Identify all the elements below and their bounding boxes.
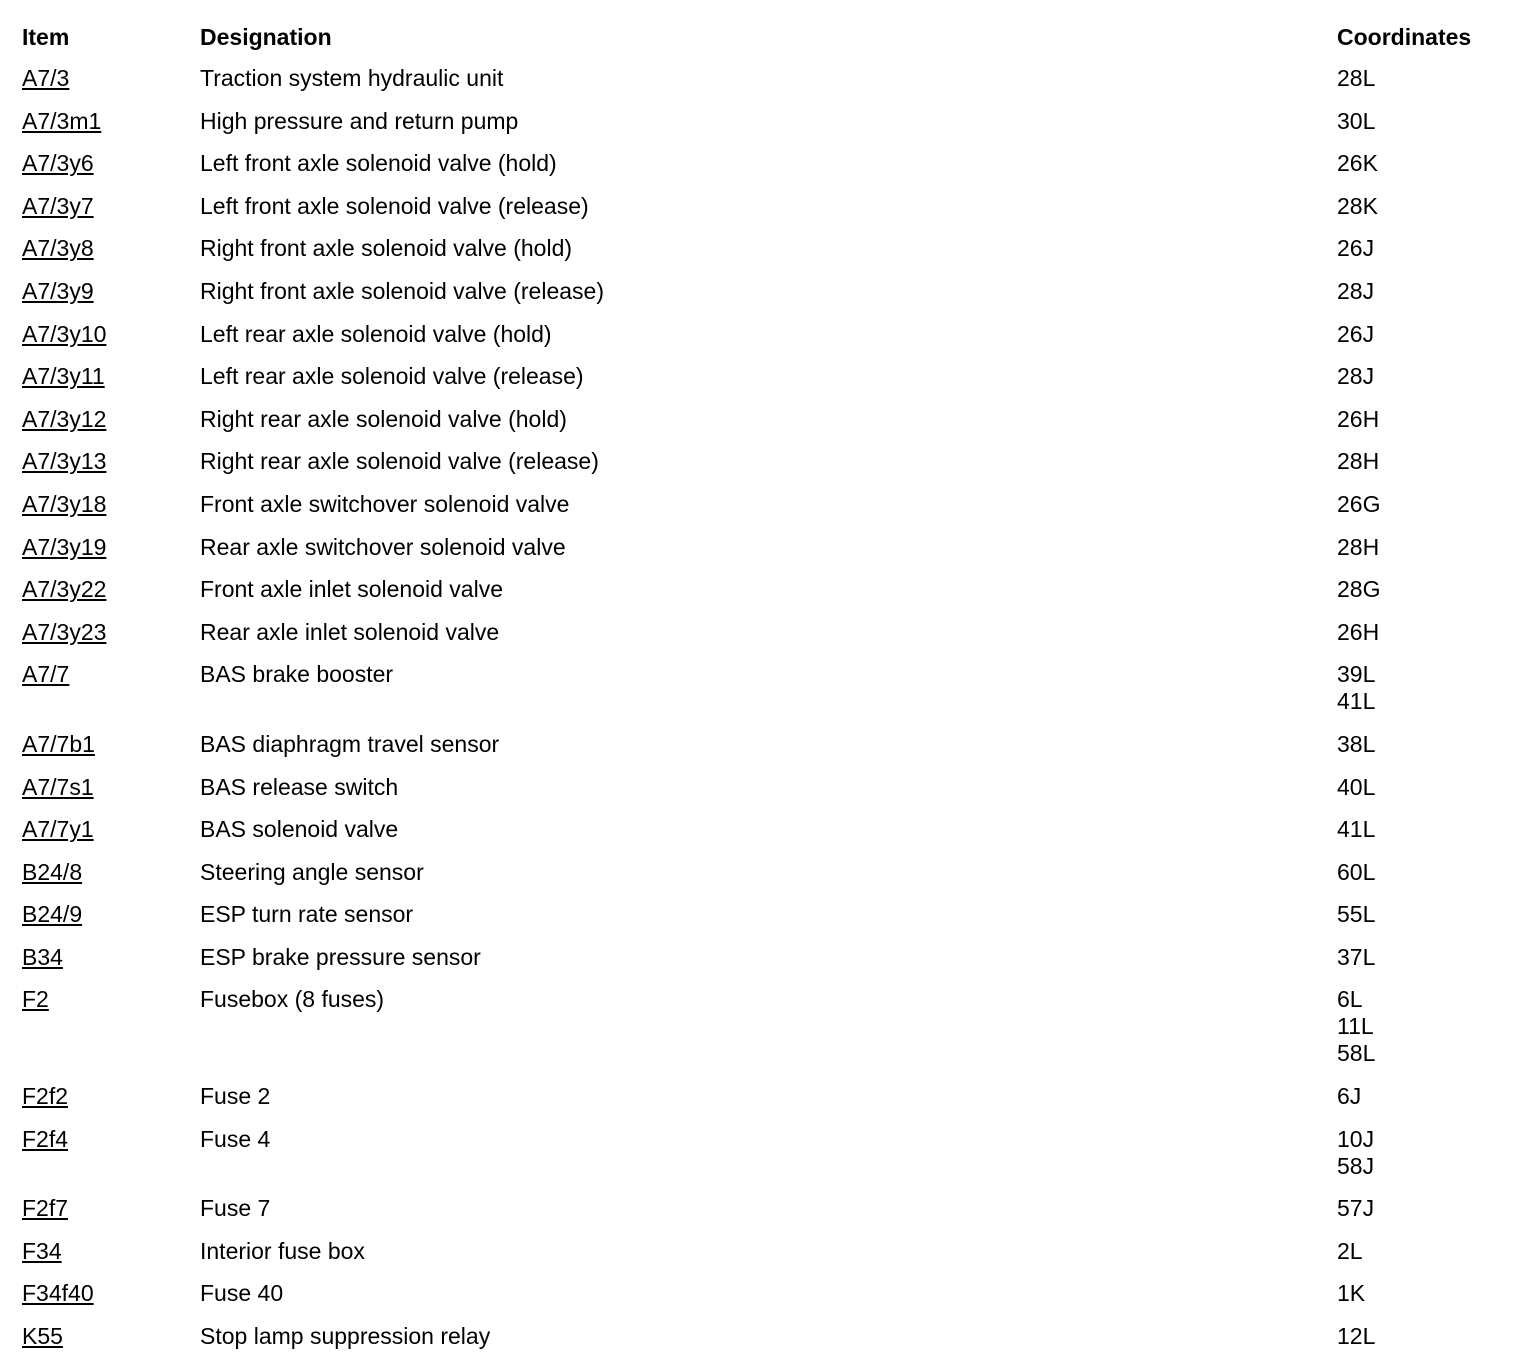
- item-link[interactable]: A7/7y1: [22, 816, 94, 843]
- table-row: [22, 619, 1502, 646]
- table-row: [22, 448, 1502, 475]
- item-link[interactable]: A7/3y6: [22, 150, 94, 177]
- coordinate-value: 1K: [1337, 1280, 1366, 1307]
- coordinate-value: 26G: [1337, 490, 1381, 517]
- coordinate-value: 11L: [1337, 1013, 1374, 1040]
- table-row: [22, 731, 1502, 758]
- coordinate-value: 28K: [1337, 192, 1378, 219]
- table-row: [22, 406, 1502, 433]
- item-cell: [22, 65, 200, 92]
- coordinates-cell: [1337, 491, 1502, 518]
- designation-cell: Rear axle switchover solenoid valve: [200, 533, 566, 560]
- item-link[interactable]: A7/3y18: [22, 490, 107, 517]
- coordinates-cell: [1337, 816, 1502, 843]
- coordinates-cell: [1337, 150, 1502, 177]
- coordinates-cell: [1337, 1126, 1502, 1180]
- item-column-header: Item: [22, 24, 70, 50]
- item-link[interactable]: A7/3y9: [22, 277, 94, 304]
- designation-cell: ESP turn rate sensor: [200, 901, 414, 928]
- table-row: [22, 491, 1502, 518]
- item-cell: [22, 1126, 200, 1153]
- coordinate-value: 2L: [1337, 1237, 1363, 1264]
- designation-cell: Right rear axle solenoid valve (release): [200, 448, 599, 475]
- coordinate-value: 26H: [1337, 618, 1380, 645]
- item-cell: [22, 1238, 200, 1265]
- coordinates-cell: [1337, 731, 1502, 758]
- table-row: [22, 986, 1502, 1067]
- table-row: [22, 1280, 1502, 1307]
- item-link[interactable]: B24/8: [22, 858, 83, 885]
- item-cell: [22, 1195, 200, 1222]
- item-link[interactable]: F2f2: [22, 1083, 69, 1110]
- coordinates-cell: [1337, 619, 1502, 646]
- item-cell: [22, 193, 200, 220]
- item-link[interactable]: F2f7: [22, 1195, 69, 1222]
- coordinate-value: 28H: [1337, 448, 1380, 475]
- item-cell: [22, 278, 200, 305]
- table-row: [22, 859, 1502, 886]
- item-link[interactable]: A7/3y8: [22, 235, 94, 262]
- designation-cell: Right rear axle solenoid valve (hold): [200, 405, 567, 432]
- designation-cell: BAS solenoid valve: [200, 816, 399, 843]
- designation-cell: Steering angle sensor: [200, 858, 424, 885]
- coordinate-value: 41L: [1337, 816, 1376, 843]
- item-cell: [22, 491, 200, 518]
- coordinates-cell: [1337, 1083, 1502, 1110]
- table-row: [22, 1083, 1502, 1110]
- item-link[interactable]: A7/3y23: [22, 618, 107, 645]
- table-row: [22, 816, 1502, 843]
- item-cell: [22, 363, 200, 390]
- designation-cell: BAS brake booster: [200, 661, 394, 688]
- coordinate-value: 30L: [1337, 107, 1376, 134]
- coordinates-cell: [1337, 859, 1502, 886]
- table-row: [22, 193, 1502, 220]
- item-cell: [22, 235, 200, 262]
- designation-cell: Right front axle solenoid valve (release): [200, 277, 604, 304]
- coordinates-cell: [1337, 1238, 1502, 1265]
- coordinates-cell: [1337, 901, 1502, 928]
- table-row: [22, 944, 1502, 971]
- coordinate-value: 26K: [1337, 150, 1378, 177]
- item-cell: [22, 108, 200, 135]
- coordinates-cell: [1337, 576, 1502, 603]
- coordinate-value: 60L: [1337, 858, 1376, 885]
- designation-column-header: Designation: [200, 24, 332, 50]
- designation-cell: BAS release switch: [200, 773, 399, 800]
- designation-cell: Stop lamp suppression relay: [200, 1323, 491, 1350]
- coordinate-value: 6L: [1337, 986, 1363, 1013]
- coordinates-cell: [1337, 534, 1502, 561]
- item-cell: [22, 859, 200, 886]
- designation-cell: Fuse 2: [200, 1083, 271, 1110]
- coordinates-cell: [1337, 193, 1502, 220]
- designation-cell: Traction system hydraulic unit: [200, 65, 504, 91]
- item-cell: [22, 661, 200, 688]
- table-row: [22, 661, 1502, 715]
- item-link[interactable]: F2: [22, 986, 49, 1013]
- item-cell: [22, 1323, 200, 1350]
- coordinate-value: 38L: [1337, 730, 1376, 757]
- coordinates-cell: [1337, 1280, 1502, 1307]
- designation-cell: Fusebox (8 fuses): [200, 986, 385, 1013]
- item-cell: [22, 534, 200, 561]
- item-cell: [22, 576, 200, 603]
- item-cell: [22, 321, 200, 348]
- item-link[interactable]: A7/3: [22, 65, 70, 91]
- item-cell: [22, 944, 200, 971]
- coordinates-cell: [1337, 108, 1502, 135]
- item-link[interactable]: F34f40: [22, 1280, 94, 1307]
- item-link[interactable]: A7/3y12: [22, 405, 107, 432]
- item-cell: [22, 1280, 200, 1307]
- coordinates-cell: [1337, 278, 1502, 305]
- table-row: [22, 534, 1502, 561]
- coordinate-value: 41L: [1337, 688, 1376, 715]
- coordinates-cell: [1337, 321, 1502, 348]
- designation-cell: Left rear axle solenoid valve (release): [200, 363, 584, 390]
- item-link[interactable]: A7/7s1: [22, 773, 94, 800]
- item-link[interactable]: A7/3y22: [22, 576, 107, 603]
- item-link[interactable]: F34: [22, 1237, 62, 1264]
- table-row: [22, 1195, 1502, 1222]
- item-cell: [22, 901, 200, 928]
- designation-cell: Left rear axle solenoid valve (hold): [200, 320, 552, 347]
- coordinate-value: 10J: [1337, 1125, 1375, 1152]
- designation-cell: Front axle switchover solenoid valve: [200, 490, 570, 517]
- designation-cell: High pressure and return pump: [200, 107, 519, 134]
- item-cell: [22, 406, 200, 433]
- item-link[interactable]: A7/7b1: [22, 730, 95, 757]
- item-cell: [22, 986, 200, 1013]
- designation-cell: Right front axle solenoid valve (hold): [200, 235, 573, 262]
- item-link[interactable]: A7/3y7: [22, 192, 94, 219]
- item-cell: [22, 731, 200, 758]
- table-row: [22, 1126, 1502, 1180]
- coordinates-cell: [1337, 661, 1502, 715]
- designation-cell: Fuse 4: [200, 1125, 271, 1152]
- item-cell: [22, 448, 200, 475]
- coordinate-value: 6J: [1337, 1083, 1362, 1110]
- coordinate-value: 26J: [1337, 320, 1375, 347]
- table-row: [22, 321, 1502, 348]
- coordinate-value: 28H: [1337, 533, 1380, 560]
- table-row: [22, 278, 1502, 305]
- coordinate-value: 28L: [1337, 65, 1376, 91]
- designation-cell: Left front axle solenoid valve (release): [200, 192, 589, 219]
- coordinates-cell: [1337, 986, 1502, 1067]
- item-link[interactable]: A7/3y13: [22, 448, 107, 475]
- designation-cell: Front axle inlet solenoid valve: [200, 576, 503, 603]
- item-cell: [22, 1083, 200, 1110]
- item-link[interactable]: A7/7: [22, 661, 70, 688]
- coordinates-cell: [1337, 406, 1502, 433]
- item-link[interactable]: A7/3y10: [22, 320, 107, 347]
- coordinate-value: 28J: [1337, 277, 1375, 304]
- coordinate-value: 57J: [1337, 1195, 1375, 1222]
- designation-cell: Fuse 40: [200, 1280, 284, 1307]
- designation-cell: Rear axle inlet solenoid valve: [200, 618, 500, 645]
- item-cell: [22, 774, 200, 801]
- table-row: [22, 150, 1502, 177]
- designation-cell: ESP brake pressure sensor: [200, 943, 481, 970]
- item-link[interactable]: A7/3m1: [22, 107, 102, 134]
- item-cell: [22, 816, 200, 843]
- item-link[interactable]: A7/3y19: [22, 533, 107, 560]
- item-link[interactable]: K55: [22, 1323, 63, 1350]
- item-cell: [22, 619, 200, 646]
- coordinates-cell: [1337, 235, 1502, 262]
- coordinate-value: 28G: [1337, 576, 1381, 603]
- coordinates-cell: [1337, 363, 1502, 390]
- coordinates-column-header: Coordinates: [1337, 24, 1472, 50]
- item-link[interactable]: F2f4: [22, 1125, 69, 1152]
- designation-cell: BAS diaphragm travel sensor: [200, 730, 500, 757]
- table-row: [22, 1238, 1502, 1265]
- coordinate-value: 37L: [1337, 943, 1376, 970]
- designation-cell: Fuse 7: [200, 1195, 271, 1222]
- table-header: [22, 24, 1502, 51]
- coordinate-value: 28J: [1337, 363, 1375, 390]
- coordinates-cell: [1337, 65, 1502, 92]
- table-row: [22, 1323, 1502, 1350]
- item-link[interactable]: A7/3y11: [22, 363, 105, 390]
- designation-cell: Interior fuse box: [200, 1237, 365, 1264]
- coordinate-value: 39L: [1337, 661, 1376, 688]
- table-body: [22, 65, 1502, 1350]
- coordinate-value: 58J: [1337, 1152, 1375, 1179]
- table-row: [22, 108, 1502, 135]
- coordinates-cell: [1337, 1323, 1502, 1350]
- table-row: [22, 65, 1502, 92]
- coordinate-value: 12L: [1337, 1323, 1376, 1350]
- component-legend-table: [22, 24, 1502, 1366]
- item-cell: [22, 150, 200, 177]
- coordinate-value: 58L: [1337, 1040, 1376, 1067]
- table-row: [22, 774, 1502, 801]
- table-row: [22, 901, 1502, 928]
- coordinates-cell: [1337, 774, 1502, 801]
- coordinates-cell: [1337, 1195, 1502, 1222]
- coordinates-cell: [1337, 448, 1502, 475]
- coordinate-value: 26H: [1337, 405, 1380, 432]
- coordinates-cell: [1337, 944, 1502, 971]
- table-row: [22, 363, 1502, 390]
- coordinate-value: 40L: [1337, 773, 1376, 800]
- item-link[interactable]: B24/9: [22, 901, 83, 928]
- item-link[interactable]: B34: [22, 943, 63, 970]
- table-row: [22, 235, 1502, 262]
- designation-cell: Left front axle solenoid valve (hold): [200, 150, 557, 177]
- coordinate-value: 55L: [1337, 901, 1376, 928]
- table-row: [22, 576, 1502, 603]
- coordinate-value: 26J: [1337, 235, 1375, 262]
